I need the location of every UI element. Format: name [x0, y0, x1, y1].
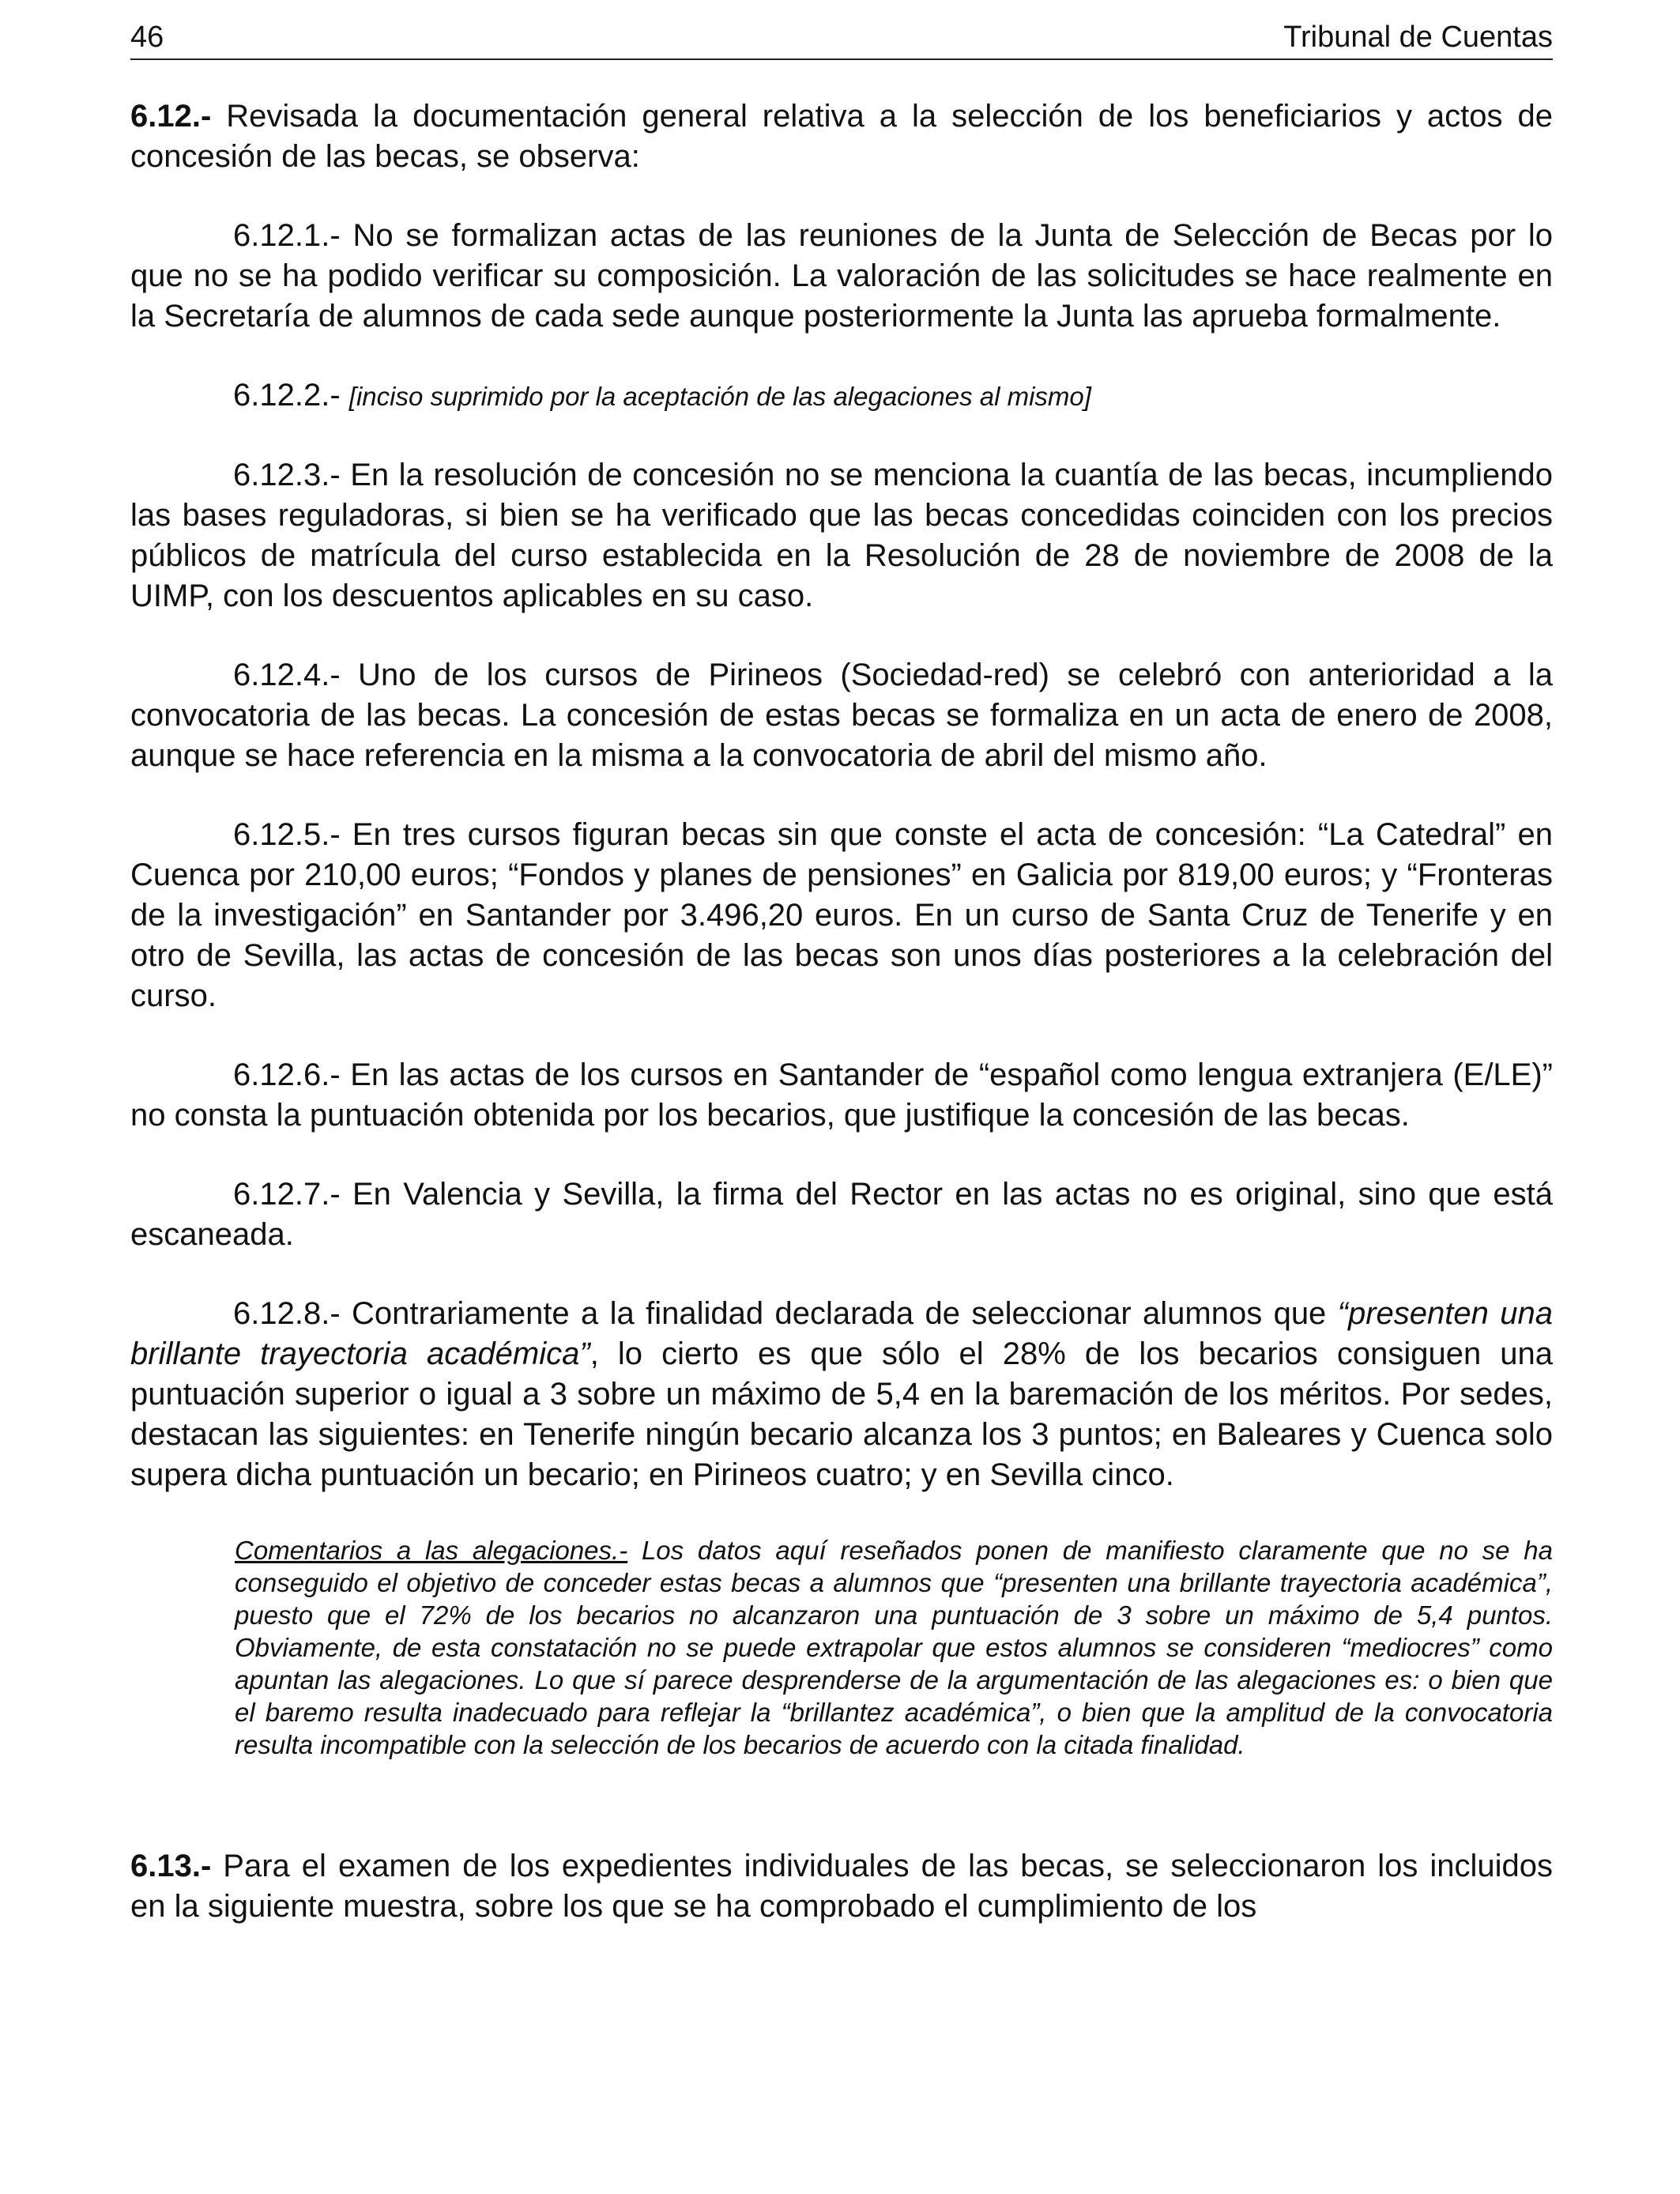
comment-text: Los datos aquí reseñados ponen de manifiesto claramente que no se ha conseguido el objetivo de conceder estas becas a alumnos que “presenten una brillante trayectoria académica”, puesto que el 72% de los becarios no alcanzaron una puntuación de 3 sobre un máximo de 5,4 puntos. Obviamente, de esta constatación no se puede extrapolar que estos alumnos se consideren “mediocres” como apuntan las alegaciones. Lo que sí parece desprenderse de la argumentación de las alegaciones es: o bien que el baremo resulta inadecuado para reflejar la “brillantez académica”, o bien que la amplitud de la convocatoria resulta incompatible con la selección de los becarios de acuerdo con la citada finalidad.	[235, 1536, 1553, 1759]
paragraph-6-12-6: 6.12.6.- En las actas de los cursos en Santander de “español como lengua extranjera (E/LE)” no consta la puntuación obtenida por los becarios, que justifique la concesión de las becas.	[130, 1057, 1553, 1133]
spacer	[130, 1761, 1553, 1846]
paragraph-6-12-3: 6.12.3.- En la resolución de concesión no se menciona la cuantía de las becas, incumpliendo las bases reguladoras, si bien se ha verificado que las becas concedidas coinciden con los precios públicos de matrícula del curso establecida en la Resolución de 28 de noviembre de 2008 de la UIMP, con los descuentos aplicables en su caso.	[130, 458, 1553, 613]
paragraph-6-12-2	[130, 375, 1553, 417]
quoted-phrase: “presenten una brillante trayectoria académica”	[130, 1296, 1553, 1371]
spacer	[130, 1016, 1553, 1055]
paragraph-text: Revisada la documentación general relativa a la selección de los beneficiarios y actos de concesión de las becas, se observa:	[130, 99, 1553, 174]
spacer	[130, 177, 1553, 216]
header-title: Tribunal de Cuentas	[1283, 21, 1553, 54]
paragraph-6-12	[130, 96, 1553, 177]
page-number: 46	[130, 21, 164, 54]
paragraph-6-12-5: 6.12.5.- En tres cursos figuran becas sin que conste el acta de concesión: “La Catedral” en Cuenca por 210,00 euros; “Fondos y planes de pensiones” en Galicia por 819,00 euros; y “Fronteras de la investigación” en Santander por 3.496,20 euros. En un curso de Santa Cruz de Tenerife y en otro de Sevilla, las actas de concesión de las becas son unos días posteriores a la celebración del curso.	[130, 817, 1553, 1013]
spacer	[130, 1255, 1553, 1294]
section-number: 6.12.-	[130, 99, 212, 134]
spacer	[130, 417, 1553, 455]
paragraph-6-12-1: 6.12.1.- No se formalizan actas de las reuniones de la Junta de Selección de Becas por lo que no se ha podido verificar su composición. La valoración de las solicitudes se hace realmente en la Secretaría de alumnos de cada sede aunque posteriormente la Junta las aprueba formalmente.	[130, 218, 1553, 334]
spacer	[130, 1495, 1553, 1534]
paragraph-6-12-7: 6.12.7.- En Valencia y Sevilla, la firma del Rector en las actas no es original, sino que está escaneada.	[130, 1177, 1553, 1252]
comment-label: Comentarios a las alegaciones.-	[235, 1536, 628, 1565]
spacer	[130, 337, 1553, 375]
comments-on-allegations	[235, 1534, 1553, 1761]
paragraph-6-12-4: 6.12.4.- Uno de los cursos de Pirineos (Sociedad-red) se celebró con anterioridad a la convocatoria de las becas. La concesión de estas becas se formaliza en un acta de enero de 2008, aunque se hace referencia en la misma a la convocatoria de abril del mismo año.	[130, 658, 1553, 773]
spacer	[130, 776, 1553, 815]
paragraph-text: Para el examen de los expedientes individuales de las becas, se seleccionaron los incluidos en la siguiente muestra, sobre los que se ha comprobado el cumplimiento de los	[130, 1849, 1553, 1924]
paragraph-6-12-8	[130, 1294, 1553, 1495]
section-number: 6.13.-	[130, 1849, 212, 1883]
paragraph-text: , lo cierto es que sólo el 28% de los becarios consiguen una puntuación superior o igual a 3 sobre un máximo de 5,4 en la baremación de los méritos. Por sedes, destacan las siguientes: en Tenerife ningún becario alcanza los 3 puntos; en Baleares y Cuenca solo supera dicha puntuación un becario; en Pirineos cuatro; y en Sevilla cinco.	[130, 1336, 1553, 1492]
spacer	[130, 1136, 1553, 1174]
spacer	[130, 616, 1553, 655]
document-body	[130, 96, 1553, 1927]
item-number: 6.12.2.-	[233, 378, 341, 413]
paragraph-text: 6.12.8.- Contrariamente a la finalidad declarada de seleccionar alumnos que	[233, 1296, 1338, 1331]
suppressed-note: [inciso suprimido por la aceptación de las alegaciones al mismo]	[348, 382, 1091, 411]
page-header	[130, 19, 1553, 60]
paragraph-6-13	[130, 1846, 1553, 1927]
